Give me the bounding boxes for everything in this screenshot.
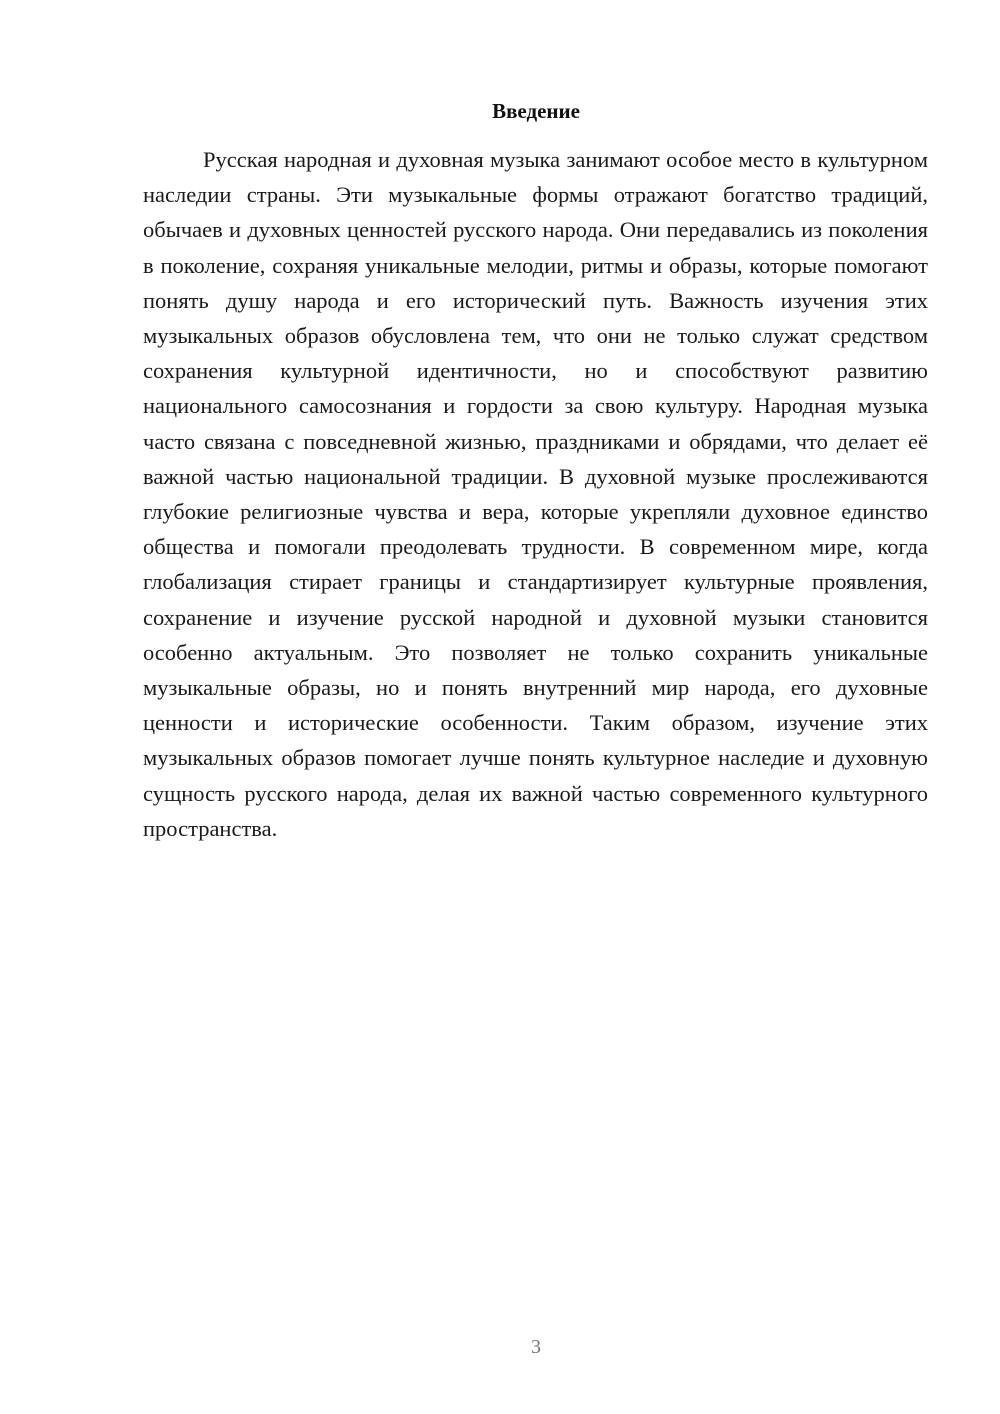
- body-paragraph: Русская народная и духовная музыка занимают особое место в культурном наследии страны. Эти музыкальные формы отражают богатство традиций, обычаев и духовных ценностей русского народа. Они передавались из поколения в поколение, сохраняя уникальные мелодии, ритмы и образы, которые помогают понять душу народа и его исторический путь. Важность изучения этих музыкальных образов обусловлена тем, что они не только служат средством сохранения культурной идентичности, но и способствуют развитию национального самосознания и гордости за свою культуру. Народная музыка часто связана с повседневной жизнью, праздниками и обрядами, что делает её важной частью национальной традиции. В духовной музыке прослеживаются глубокие религиозные чувства и вера, которые укрепляли духовное единство общества и помогали преодолевать трудности. В современном мире, когда глобализация стирает границы и стандартизирует культурные проявления, сохранение и изучение русской народной и духовной музыки становится особенно актуальным. Это позволяет не только сохранить уникальные музыкальные образы, но и понять внутренний мир народа, его духовные ценности и исторические особенности. Таким образом, изучение этих музыкальных образов помогает лучше понять культурное наследие и духовную сущность русского народа, делая их важной частью современного культурного пространства.: [143, 147, 928, 841]
- section-title: Введение: [492, 99, 580, 123]
- page-number: 3: [531, 1336, 541, 1358]
